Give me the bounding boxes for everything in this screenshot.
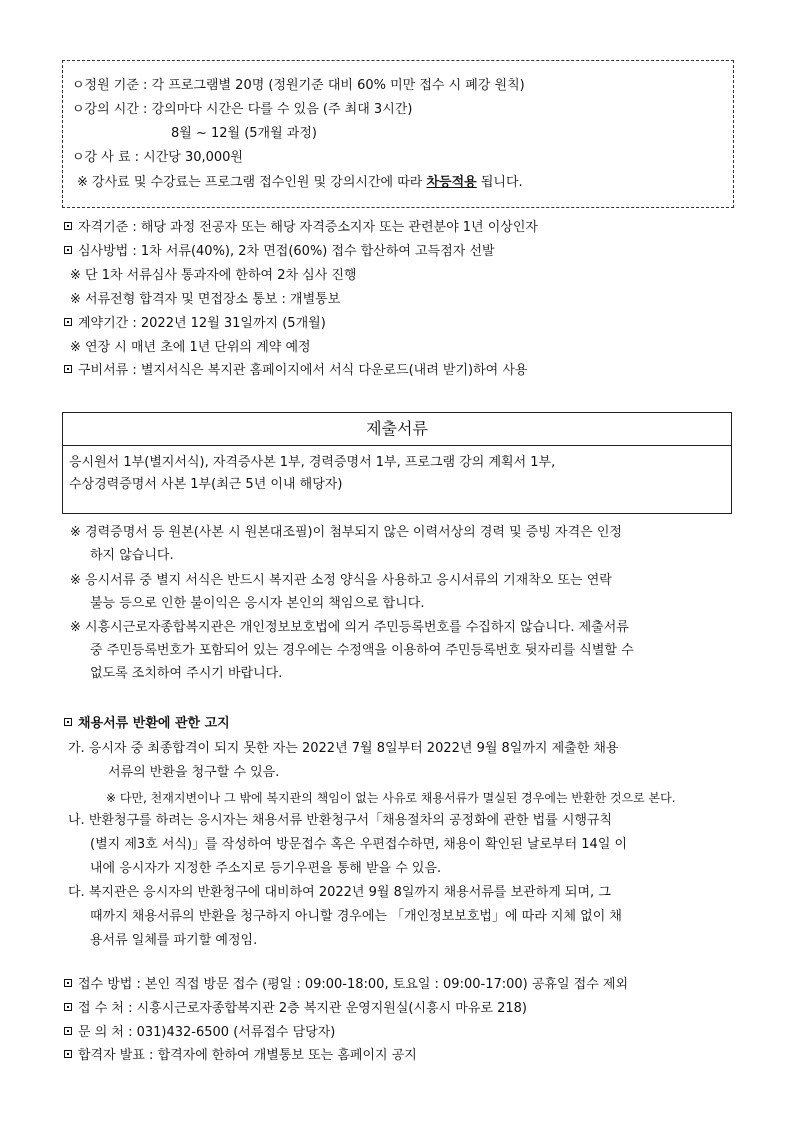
contact-announce [64,1047,417,1065]
return-da-2: 때까지 채용서류의 반환을 청구하지 아니할 경우에는 「개인정보보호법」에 따라 지체 없이 채 [90,909,622,924]
info-lecture-time: ㅇ강의 시간 : 강의마다 시간은 다를 수 있음 (주 최대 3시간) [72,102,413,117]
req-screening [64,243,495,261]
req-qualification [64,219,538,237]
return-na-1: 나. 반환청구를 하려는 응시자는 채용서류 반환청구서「채용절차의 공정화에 관한 법률 시행규칙 [68,813,613,828]
contact-inquiry [64,1024,335,1042]
req-screening-text: 심사방법 : 1차 서류(40%), 2차 면접(60%) 접수 합산하여 고득점자 선발 [78,244,495,259]
square-bullet-icon [64,1003,72,1011]
square-bullet-icon [64,222,72,230]
contact-place-text: 접 수 처 : 시흥시근로자종합복지관 2층 복지관 운영지원실(시흥시 마유로 218) [78,1001,527,1016]
contact-announce-text: 합격자 발표 : 합격자에 한하여 개별통보 또는 홈페이지 공지 [78,1048,417,1063]
info-lecture-period: 8월 ~ 12월 (5개월 과정) [171,126,317,141]
return-notice-heading [64,715,230,733]
info-fee-note-pre: ※ 강사료 및 수강료는 프로그램 접수인원 및 강의시간에 따라 [77,175,427,190]
note-privacy-a: ※ 시흥시근로자종합복지관은 개인정보보호법에 의거 주민등록번호를 수집하지 않습니다. 제출서류 [70,620,629,635]
return-notice-title: 채용서류 반환에 관한 고지 [78,716,230,731]
note-forms-b: 불능 등으로 인한 불이익은 응시자 본인의 책임으로 합니다. [90,596,425,611]
contact-method [64,976,628,994]
submission-line-2: 수상경력증명서 사본 1부(최근 5년 이내 해당자) [69,477,343,492]
square-bullet-icon [64,246,72,254]
submission-body [63,446,731,496]
return-da-3: 용서류 일체를 파기할 예정임. [90,933,258,948]
square-bullet-icon [64,718,72,726]
square-bullet-icon [64,979,72,987]
note-career-b: 하지 않습니다. [90,548,174,563]
info-capacity: ㅇ정원 기준 : 각 프로그램별 20명 (정원기준 대비 60% 미만 접수 시 폐강 원칙) [72,78,525,93]
square-bullet-icon [64,318,72,326]
req-contract-text: 계약기간 : 2022년 12월 31일까지 (5개월) [78,316,326,331]
submission-title: 제출서류 [63,413,731,446]
note-privacy-c: 없도록 조치하여 주시기 바랍니다. [90,666,283,681]
square-bullet-icon [64,1027,72,1035]
submission-line-1: 응시원서 1부(별지서식), 자격증사본 1부, 경력증명서 1부, 프로그램 강의 계획서 1부, [69,455,556,470]
req-documents-text: 구비서류 : 별지서식은 복지관 홈페이지에서 서식 다운로드(내려 받기)하여 사용 [78,363,528,378]
req-note-2: ※ 서류전형 합격자 및 면접장소 통보 : 개별통보 [70,292,341,307]
return-ga-1: 가. 응시자 중 최종합격이 되지 못한 자는 2022년 7월 8일부터 2022년 9월 8일까지 제출한 채용 [68,741,619,756]
contact-place [64,1000,527,1018]
info-fee-note [77,174,523,192]
req-note-3: ※ 연장 시 매년 초에 1년 단위의 계약 예정 [70,340,311,355]
return-na-2: (별지 제3호 서식)」를 작성하여 방문접수 혹은 우편접수하면, 채용이 확인된 날로부터 14일 이 [90,837,628,852]
note-career-a: ※ 경력증명서 등 원본(사본 시 원본대조필)이 첨부되지 않은 이력서상의 경력 및 증빙 자격은 인정 [70,525,622,540]
note-forms-a: ※ 응시서류 중 별지 서식은 반드시 복지관 소정 양식을 사용하고 응시서류의 기재착오 또는 연락 [70,573,612,588]
square-bullet-icon [64,365,72,373]
req-qualification-text: 자격기준 : 해당 과정 전공자 또는 해당 자격증소지자 또는 관련분야 1년 이상인자 [78,220,538,235]
req-documents [64,362,527,380]
info-fee-note-emphasis: 차등적용 [426,175,477,190]
info-fee: ㅇ강 사 료 : 시간당 30,000원 [72,150,243,165]
square-bullet-icon [64,1050,72,1058]
info-fee-note-post: 됩니다. [476,175,523,190]
contact-method-text: 접수 방법 : 본인 직접 방문 접수 (평일 : 09:00-18:00, 토요일 : 09:00-17:00) 공휴일 접수 제외 [78,977,629,992]
req-contract [64,315,326,333]
return-ga-2: 서류의 반환을 청구할 수 있음. [108,765,280,780]
contact-inquiry-text: 문 의 처 : 031)432-6500 (서류접수 담당자) [78,1025,336,1040]
submission-box [62,412,732,514]
note-privacy-b: 중 주민등록번호가 포함되어 있는 경우에는 수정액을 이용하여 주민등록번호 뒷자리를 식별할 수 [90,643,634,658]
return-na-3: 내에 응시자가 지정한 주소지로 등기우편을 통해 받을 수 있음. [90,861,442,876]
req-note-1: ※ 단 1차 서류심사 통과자에 한하여 2차 심사 진행 [70,268,357,283]
return-ga-note: ※ 다만, 천재지변이나 그 밖에 복지관의 책임이 없는 사유로 채용서류가 멸실된 경우에는 반환한 것으로 본다. [106,791,676,805]
return-da-1: 다. 복지관은 응시자의 반환청구에 대비하여 2022년 9월 8일까지 채용서류를 보관하게 되며, 그 [68,885,611,900]
